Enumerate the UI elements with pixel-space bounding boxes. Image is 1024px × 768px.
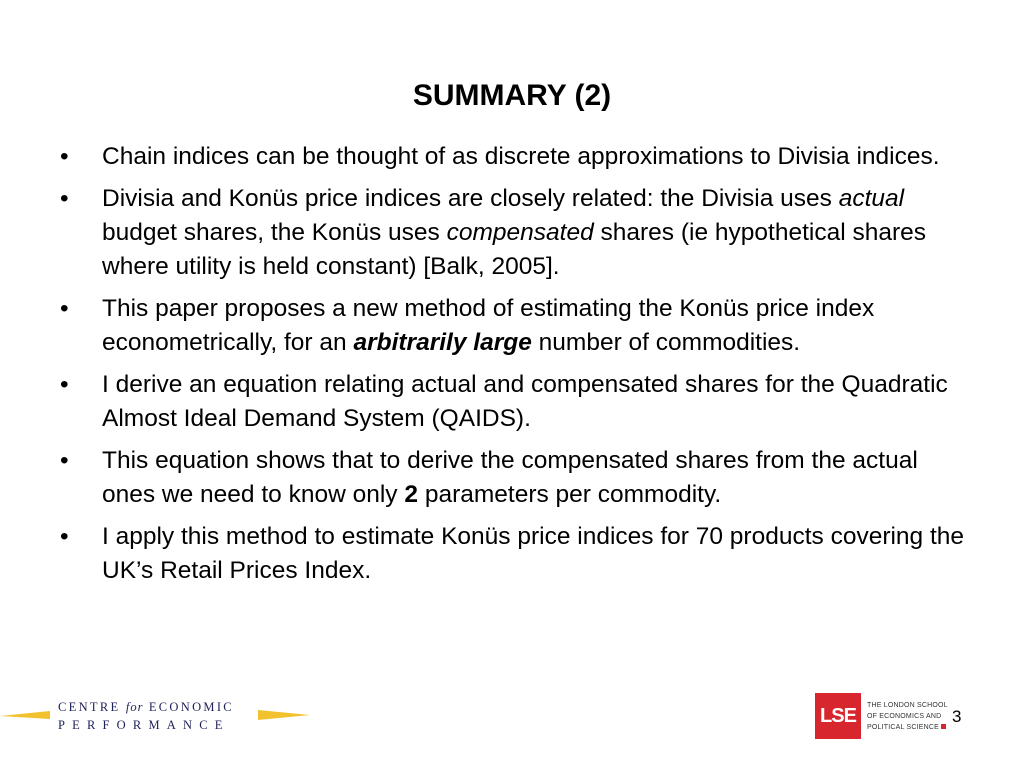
bullet-text: This paper proposes a new method of estimating the Konüs price index econometrically, for an <box>102 295 875 356</box>
bullet-text: Divisia and Konüs price indices are closely related: the Divisia uses <box>102 185 839 212</box>
lse-square-icon <box>941 724 946 729</box>
bullet-item <box>56 368 976 436</box>
bullet-text: This equation shows that to derive the compensated shares from the actual ones we need to know only <box>102 447 918 508</box>
bullet-text: I derive an equation relating actual and compensated shares for the Quadratic Almost Ideal Demand System (QAIDS). <box>102 371 948 432</box>
bullet-text: I apply this method to estimate Konüs price indices for 70 products covering the UK’s Retail Prices Index. <box>102 523 965 584</box>
bullet-marker: • <box>60 447 69 474</box>
bullet-marker: • <box>60 143 69 170</box>
bullet-item <box>56 182 976 284</box>
bullet-marker: • <box>60 295 69 322</box>
bullet-list <box>56 140 976 596</box>
lse-logo-text: THE LONDON SCHOOL OF ECONOMICS AND POLITICAL SCIENCE <box>867 702 948 731</box>
bullet-item <box>56 520 976 588</box>
page-number: 3 <box>952 707 962 726</box>
bullet-item <box>56 444 976 512</box>
bullet-marker: • <box>60 371 69 398</box>
bullet-text: parameters per commodity. <box>418 481 722 508</box>
slide-title: SUMMARY (2) <box>412 79 612 112</box>
bullet-marker: • <box>60 185 69 212</box>
bullet-item <box>56 292 976 360</box>
bullet-marker: • <box>60 523 69 550</box>
bullet-text: number of commodities. <box>531 329 801 356</box>
emphasis-actual: actual <box>838 185 905 212</box>
emphasis-two: 2 <box>404 481 419 508</box>
emphasis-compensated: compensated <box>446 219 594 246</box>
cep-logo <box>0 698 320 738</box>
lse-logo-mark: LSE <box>815 693 861 739</box>
cep-logo-line2: PERFORMANCE <box>58 718 230 732</box>
bullet-item <box>56 140 976 174</box>
bullet-text: shares (ie hypothetical shares where utility is held constant) [Balk, 2005]. <box>102 219 926 280</box>
bullet-text: Chain indices can be thought of as discrete approximations to Divisia indices. <box>102 143 940 170</box>
emphasis-arbitrarily-large: arbitrarily large <box>353 329 532 356</box>
bullet-text: budget shares, the Konüs uses <box>102 219 447 246</box>
cep-logo-line1: CENTRE for ECONOMIC <box>58 700 234 714</box>
